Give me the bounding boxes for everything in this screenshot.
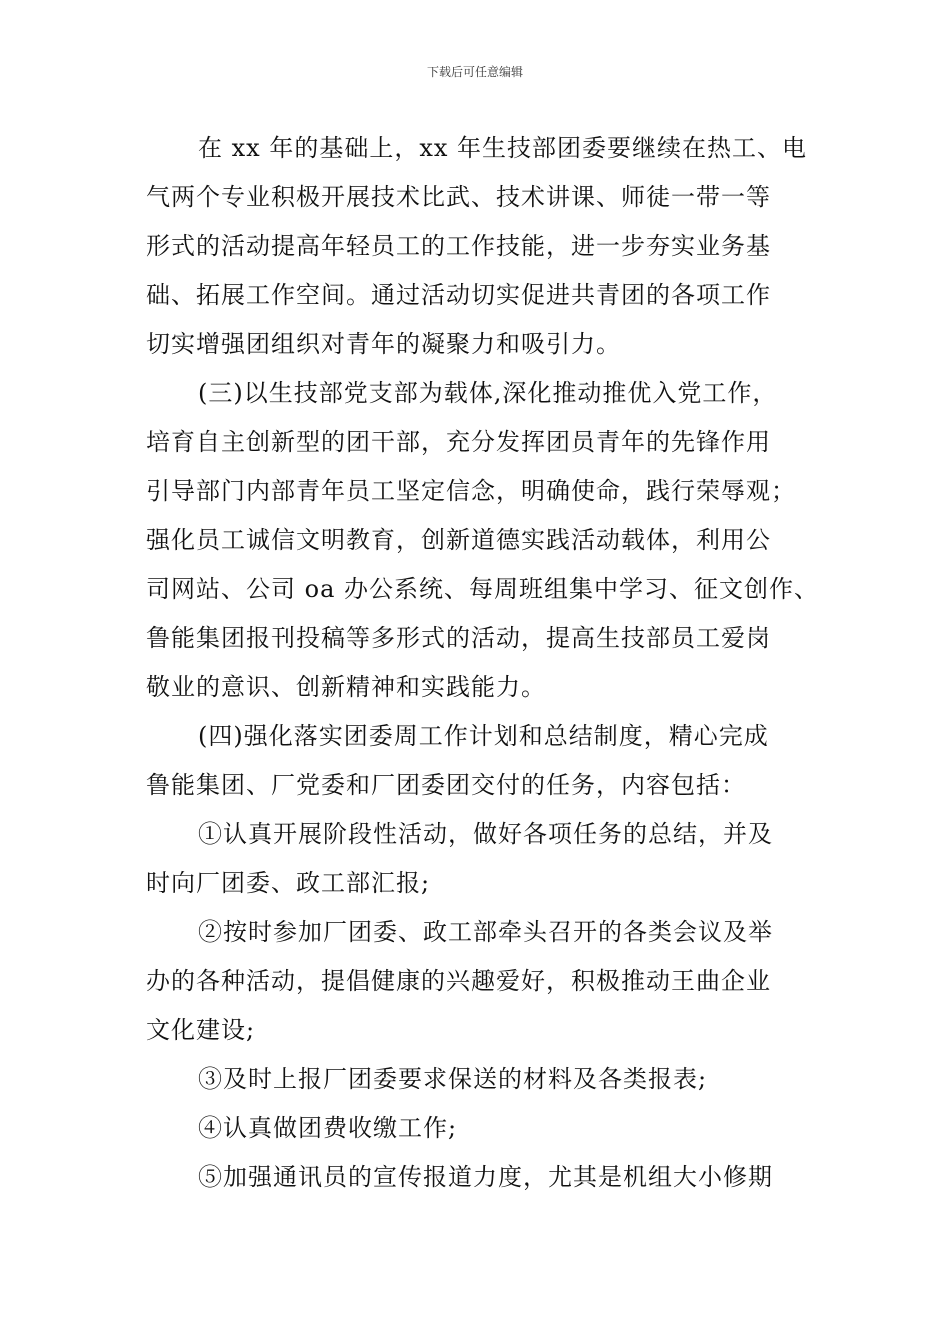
text-line: 础、拓展工作空间。通过活动切实促进共青团的各项工作 — [146, 281, 771, 309]
text-line: 文化建设; — [146, 1016, 256, 1044]
document-body — [146, 124, 820, 1202]
text-line: 办的各种活动，提倡健康的兴趣爱好，积极推动王曲企业 — [146, 967, 771, 995]
text-line: 司网站、公司 oa 办公系统、每周班组集中学习、征文创作、 — [146, 575, 820, 603]
text-line: (四)强化落实团委周工作计划和总结制度，精心完成 — [198, 722, 769, 750]
text-line: ④认真做团费收缴工作; — [198, 1114, 458, 1142]
text-line: 鲁能集团报刊投稿等多形式的活动，提高生技部员工爱岗 — [146, 624, 771, 652]
text-line: ⑤加强通讯员的宣传报道力度，尤其是机组大小修期 — [198, 1163, 773, 1191]
text-line: 时向厂团委、政工部汇报; — [146, 869, 431, 897]
text-line: 培育自主创新型的团干部，充分发挥团员青年的先锋作用 — [146, 428, 771, 456]
text-line: ②按时参加厂团委、政工部牵头召开的各类会议及举 — [198, 918, 773, 946]
text-line: 引导部门内部青年员工坚定信念，明确使命，践行荣辱观； — [146, 477, 796, 505]
text-line: 敬业的意识、创新精神和实践能力。 — [146, 673, 546, 701]
text-line: ③及时上报厂团委要求保送的材料及各类报表; — [198, 1065, 708, 1093]
text-line: 强化员工诚信文明教育，创新道德实践活动载体，利用公 — [146, 526, 771, 554]
text-line: 气两个专业积极开展技术比武、技术讲课、师徒一带一等 — [146, 183, 771, 211]
text-line: 形式的活动提高年轻员工的工作技能，进一步夯实业务基 — [146, 232, 771, 260]
text-line: 在 xx 年的基础上，xx 年生技部团委要继续在热工、电 — [198, 134, 808, 162]
page-header: 下载后可任意编辑 — [426, 65, 523, 79]
text-line: 鲁能集团、厂党委和厂团委团交付的任务，内容包括： — [146, 771, 746, 799]
text-line: 切实增强团组织对青年的凝聚力和吸引力。 — [146, 330, 621, 358]
text-line: (三)以生技部党支部为载体,深化推动推优入党工作， — [198, 379, 778, 407]
text-line: ①认真开展阶段性活动，做好各项任务的总结，并及 — [198, 820, 773, 848]
